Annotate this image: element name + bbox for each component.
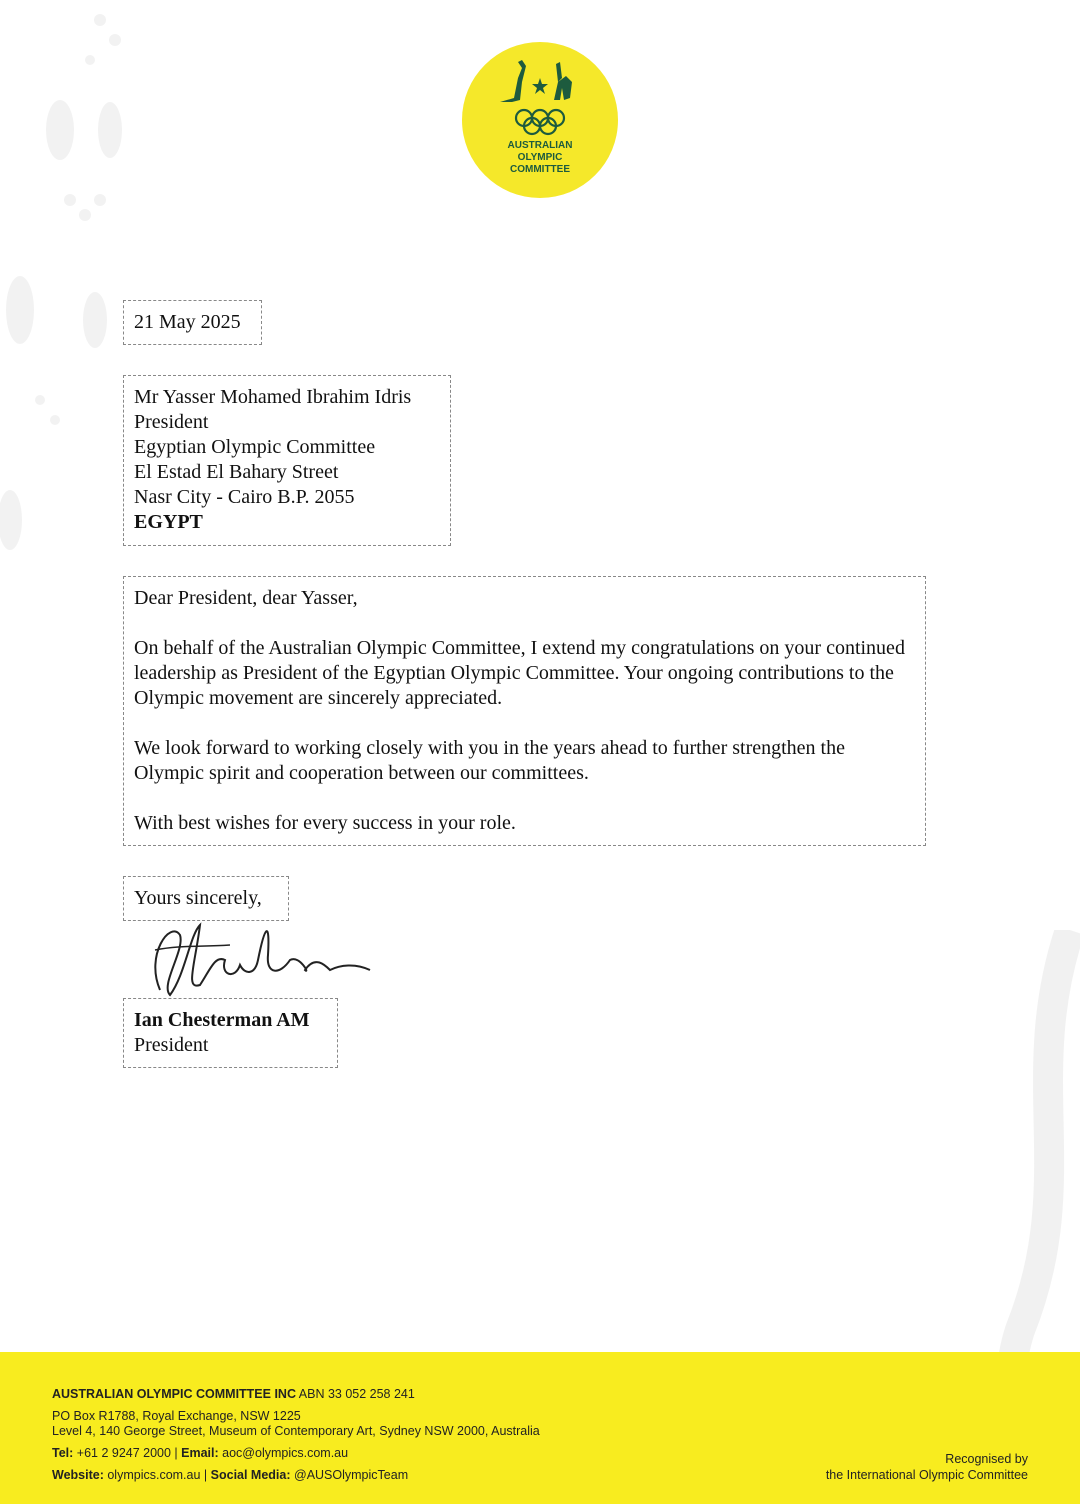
body-paragraph: On behalf of the Australian Olympic Committee, I extend my congratulations on your continued leadership as President of the Egyptian Olympic Committee. Your ongoing contributions to the Olympic movement are sincerely appreciated. bbox=[134, 637, 905, 709]
signatory-box bbox=[123, 998, 338, 1068]
footer-web bbox=[52, 1468, 408, 1483]
footer-org-line bbox=[52, 1387, 415, 1402]
signature bbox=[140, 915, 380, 1005]
signatory-title: President bbox=[134, 1034, 209, 1056]
footer-address-postal: PO Box R1788, Royal Exchange, NSW 1225 bbox=[52, 1409, 301, 1423]
address-line: Egyptian Olympic Committee bbox=[134, 436, 376, 458]
letter-body bbox=[123, 576, 926, 846]
kangaroo-emu-rings-icon bbox=[462, 42, 618, 142]
email-label: Email: bbox=[181, 1446, 219, 1460]
address-line: President bbox=[134, 411, 209, 433]
decorative-pattern-left bbox=[0, 0, 140, 640]
address-country: EGYPT bbox=[134, 511, 203, 533]
recipient-address bbox=[123, 375, 451, 546]
date-box bbox=[123, 300, 262, 345]
address-line: Nasr City - Cairo B.P. 2055 bbox=[134, 486, 355, 508]
salutation: Dear President, dear Yasser, bbox=[134, 587, 358, 609]
ioc-recognition-line2: the International Olympic Committee bbox=[825, 1468, 1028, 1482]
ioc-recognition-line1: Recognised by bbox=[945, 1452, 1028, 1466]
address-line: El Estad El Bahary Street bbox=[134, 461, 339, 483]
closing: Yours sincerely, bbox=[134, 887, 262, 909]
footer-address-street: Level 4, 140 George Street, Museum of Contemporary Art, Sydney NSW 2000, Australia bbox=[52, 1424, 540, 1438]
body-paragraph: We look forward to working closely with you in the years ahead to further strengthen the Olympic spirit and cooperation between our committees. bbox=[134, 737, 845, 784]
body-paragraph: With best wishes for every success in your role. bbox=[134, 812, 516, 834]
footer-org: AUSTRALIAN OLYMPIC COMMITTEE INC bbox=[52, 1387, 296, 1401]
social-value[interactable]: @AUSOlympicTeam bbox=[290, 1468, 409, 1482]
tel-value: +61 2 9247 2000 | bbox=[73, 1446, 182, 1460]
logo-text-line: AUSTRALIAN bbox=[507, 140, 573, 151]
footer bbox=[0, 1352, 1080, 1504]
address-line: Mr Yasser Mohamed Ibrahim Idris bbox=[134, 386, 412, 408]
logo-text-line: COMMITTEE bbox=[510, 164, 570, 175]
logo-text-line: OLYMPIC bbox=[517, 152, 563, 163]
website-label: Website: bbox=[52, 1468, 104, 1482]
social-label: Social Media: bbox=[210, 1468, 291, 1482]
footer-contact bbox=[52, 1446, 348, 1461]
footer-abn: ABN 33 052 258 241 bbox=[295, 1387, 415, 1401]
signatory-name: Ian Chesterman AM bbox=[134, 1009, 310, 1031]
website-value[interactable]: olympics.com.au | bbox=[103, 1468, 211, 1482]
email-value[interactable]: aoc@olympics.com.au bbox=[218, 1446, 349, 1460]
logo-text bbox=[462, 140, 618, 176]
aoc-logo bbox=[462, 42, 618, 198]
letter-date: 21 May 2025 bbox=[134, 311, 241, 333]
tel-label: Tel: bbox=[52, 1446, 74, 1460]
